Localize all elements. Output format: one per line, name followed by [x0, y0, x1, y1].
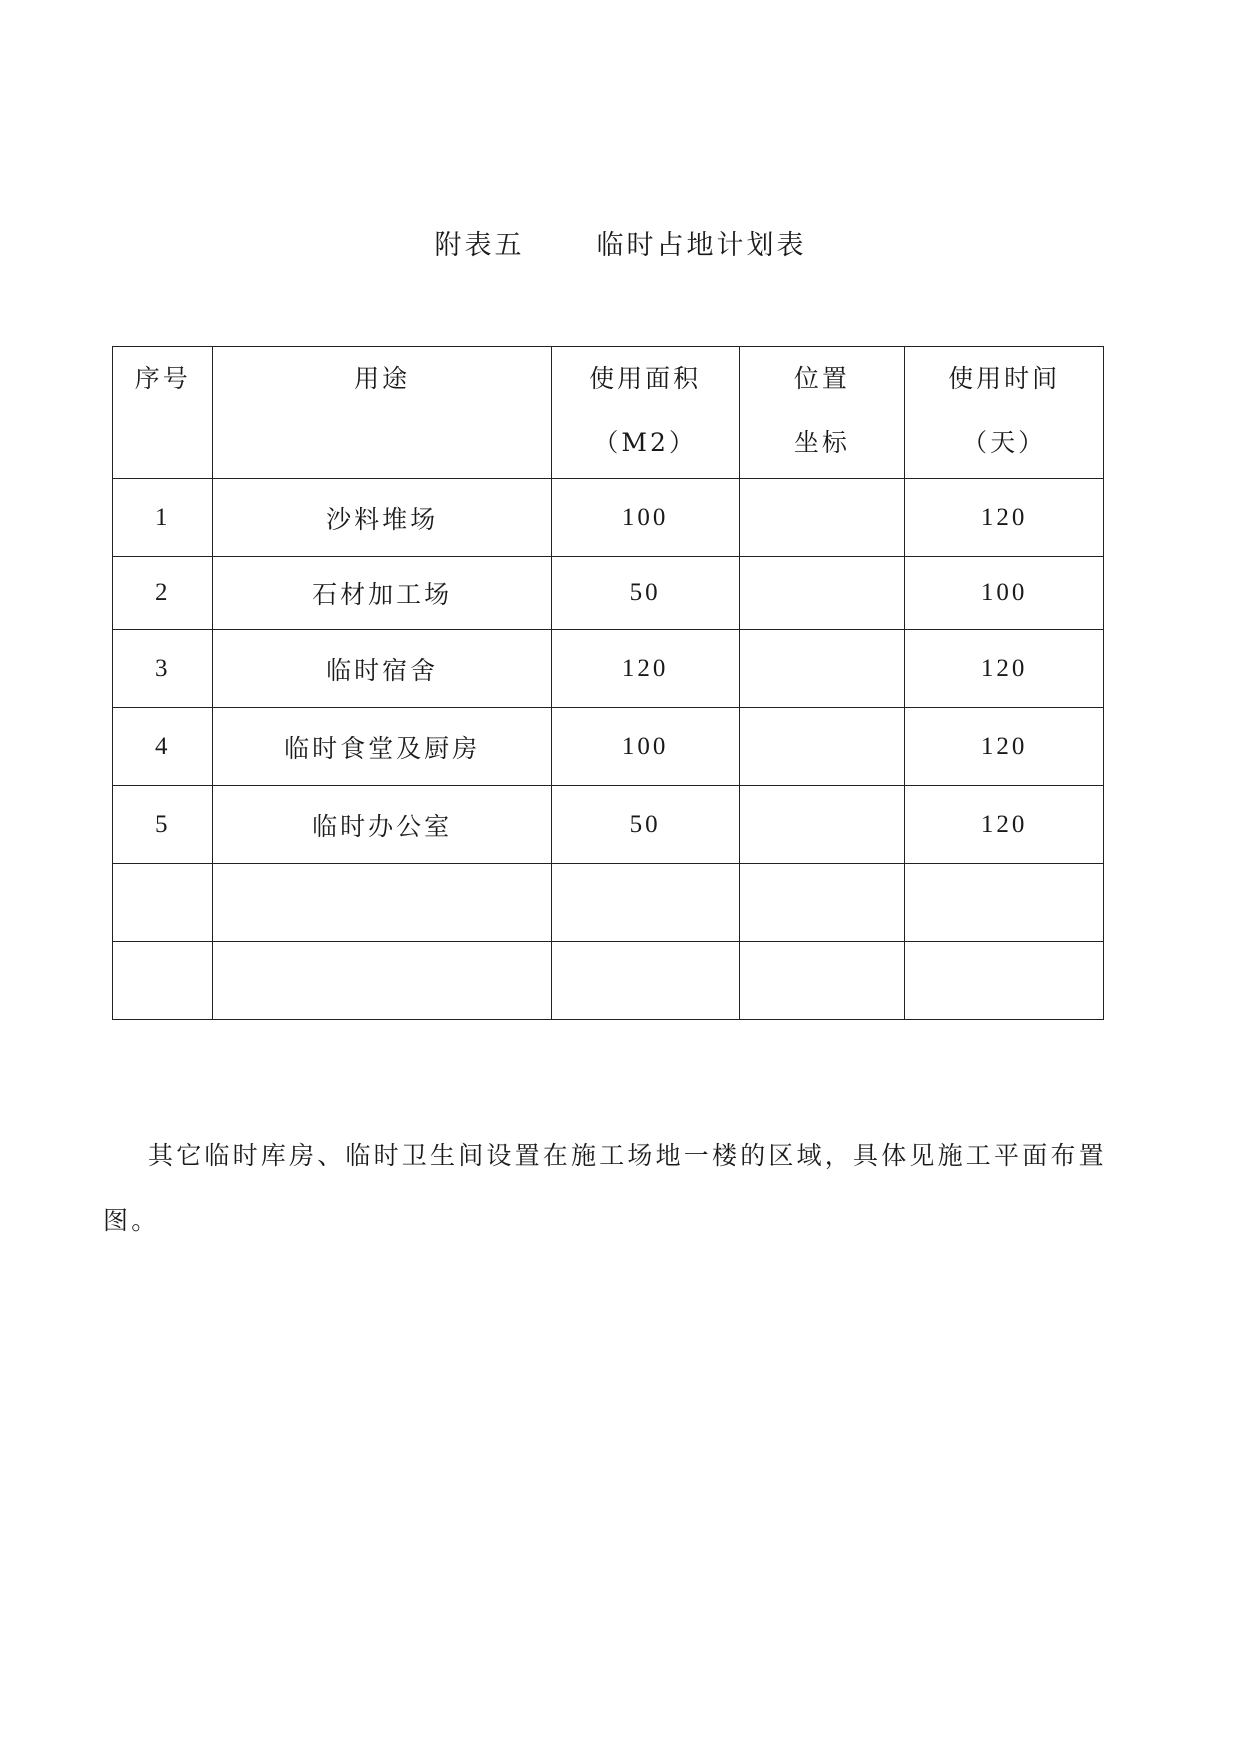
cell-no: 4: [113, 708, 213, 786]
cell-coord: [739, 864, 905, 942]
cell-no: 2: [113, 557, 213, 630]
cell-use: 石材加工场: [213, 557, 551, 630]
table-row: [113, 479, 1104, 557]
cell-area: 100: [551, 479, 739, 557]
cell-use: 沙料堆场: [213, 479, 551, 557]
cell-no: 5: [113, 786, 213, 864]
cell-days: 120: [905, 786, 1104, 864]
title-name: 临时占地计划表: [596, 230, 807, 261]
cell-no: 1: [113, 479, 213, 557]
cell-days: 120: [905, 708, 1104, 786]
cell-area: [551, 864, 739, 942]
cell-coord: [739, 479, 905, 557]
table-row: [113, 630, 1104, 708]
cell-coord: [739, 786, 905, 864]
table-row: [113, 708, 1104, 786]
cell-use: 临时食堂及厨房: [213, 708, 551, 786]
cell-coord: [739, 942, 905, 1020]
header-coord: 位置 坐标: [739, 347, 905, 479]
cell-coord: [739, 557, 905, 630]
cell-area: [551, 942, 739, 1020]
cell-use: 临时办公室: [213, 786, 551, 864]
cell-days: 120: [905, 479, 1104, 557]
cell-days: [905, 864, 1104, 942]
cell-area: 100: [551, 708, 739, 786]
title-prefix: 附表五: [434, 230, 525, 261]
cell-days: [905, 942, 1104, 1020]
table-row: [113, 942, 1104, 1020]
cell-use: [213, 864, 551, 942]
cell-use: 临时宿舍: [213, 630, 551, 708]
cell-no: 3: [113, 630, 213, 708]
cell-no: [113, 864, 213, 942]
cell-coord: [739, 630, 905, 708]
document-title: [0, 226, 1241, 266]
table-row: [113, 786, 1104, 864]
cell-area: 50: [551, 557, 739, 630]
cell-use: [213, 942, 551, 1020]
header-area: 使用面积 （M2）: [551, 347, 739, 479]
cell-area: 120: [551, 630, 739, 708]
header-days: 使用时间 （天）: [905, 347, 1104, 479]
cell-days: 100: [905, 557, 1104, 630]
cell-coord: [739, 708, 905, 786]
table-row: [113, 557, 1104, 630]
table-row: [113, 864, 1104, 942]
note-paragraph: 其它临时库房、临时卫生间设置在施工场地一楼的区域，具体见施工平面布置图。: [103, 1141, 1107, 1235]
temporary-land-use-table: [112, 346, 1104, 1020]
header-use: 用途: [213, 347, 551, 479]
cell-area: 50: [551, 786, 739, 864]
table-header-row: [113, 347, 1104, 479]
cell-days: 120: [905, 630, 1104, 708]
cell-no: [113, 942, 213, 1020]
header-no: 序号: [113, 347, 213, 479]
